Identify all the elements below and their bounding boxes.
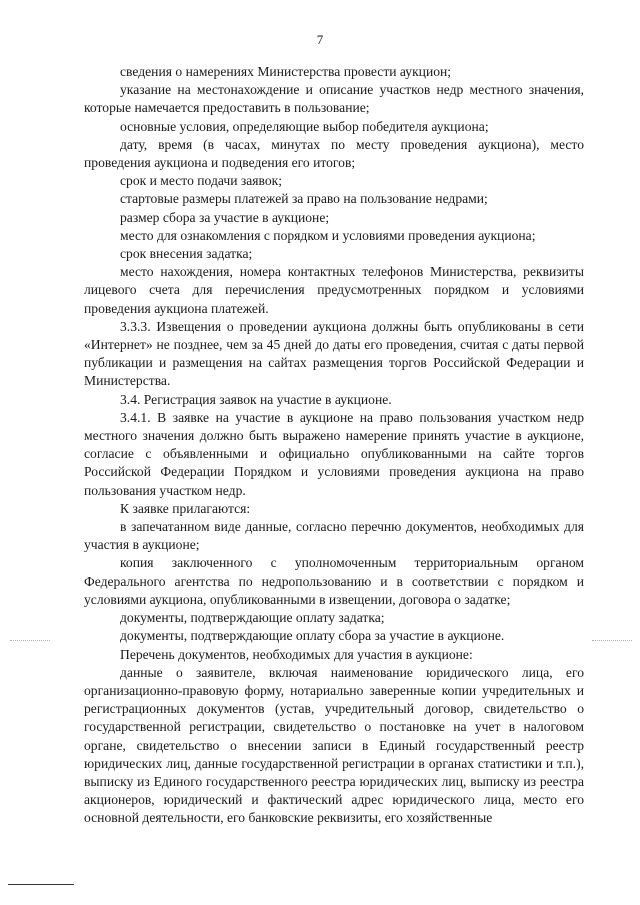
paragraph: дату, время (в часах, минутах по месту проведения аукциона), место проведения аукциона и подведения его итогов;: [84, 136, 584, 171]
paragraph: срок и место подачи заявок;: [120, 173, 283, 189]
right-margin-mark: [592, 640, 632, 641]
paragraph: указание на местонахождение и описание участков недр местного значения, которые намечается предоставить в пользование;: [84, 82, 584, 116]
paragraph: место для ознакомления с порядком и условиями проведения аукциона;: [120, 227, 536, 243]
paragraph: Перечень документов, необходимых для участия в аукционе:: [120, 646, 473, 662]
paragraph: К заявке прилагаются:: [120, 500, 251, 516]
paragraph: сведения о намерениях Министерства провести аукцион;: [120, 64, 452, 79]
paragraph: основные условия, определяющие выбор победителя аукциона;: [120, 118, 489, 134]
paragraph: 3.4. Регистрация заявок на участие в аукционе.: [120, 391, 392, 407]
paragraph: срок внесения задатка;: [120, 246, 253, 262]
paragraph: документы, подтверждающие оплату сбора за участие в аукционе.: [120, 628, 505, 644]
document-body: [84, 63, 584, 828]
paragraph: документы, подтверждающие оплату задатка;: [120, 610, 385, 626]
paragraph: 3.4.1. В заявке на участие в аукционе на право пользования участком недр местного значения должно быть выражено намерение принять участие в аукционе, согласие с объявленными и официально опубликованными на сайте торгов Российской Федерации Порядком и условиями проведения аукциона на право пользования участком недр.: [84, 409, 584, 498]
paragraph: стартовые размеры платежей за право на пользование недрами;: [120, 191, 488, 207]
paragraph: в запечатанном виде данные, согласно перечню документов, необходимых для участия в аукционе;: [84, 519, 584, 553]
page-number: 7: [316, 32, 324, 47]
left-margin-mark: [10, 640, 50, 641]
paragraph: место нахождения, номера контактных телефонов Министерства, реквизиты лицевого счета для перечисления предусмотренных порядком и условиями проведения аукциона платежей.: [84, 264, 584, 316]
footer-rule: [8, 884, 74, 885]
paragraph: размер сбора за участие в аукционе;: [120, 209, 330, 225]
paragraph: данные о заявителе, включая наименование юридического лица, его организационно-правовую форму, нотариально заверенные копии учредительных и регистрационных документов (устав, учредительный договор, свидетельство о государственной регистрации, свидетельство о постановке на учет в налоговом органе, свидетельство о внесении записи в Единый государственный реестр юридических лиц, данные государственной регистрации в органах статистики и т.п.), выписку из Единого государственного реестра юридических лиц, выписку из реестра акционеров, юридический и фактический адрес юридического лица, место его основной деятельности, его банковские реквизиты, его хозяйственные: [84, 664, 584, 826]
paragraph: 3.3.3. Извещения о проведении аукциона должны быть опубликованы в сети «Интернет» не позднее, чем за 45 дней до даты его проведения, считая с даты первой публикации и размещения на сайтах размещения торгов Российской Федерации и Министерства.: [84, 318, 584, 389]
paragraph: копия заключенного с уполномоченным территориальным органом Федерального агентства по недропользованию и в соответствии с порядком и условиями аукциона, опубликованными в извещении, договора о задатке;: [84, 555, 584, 607]
